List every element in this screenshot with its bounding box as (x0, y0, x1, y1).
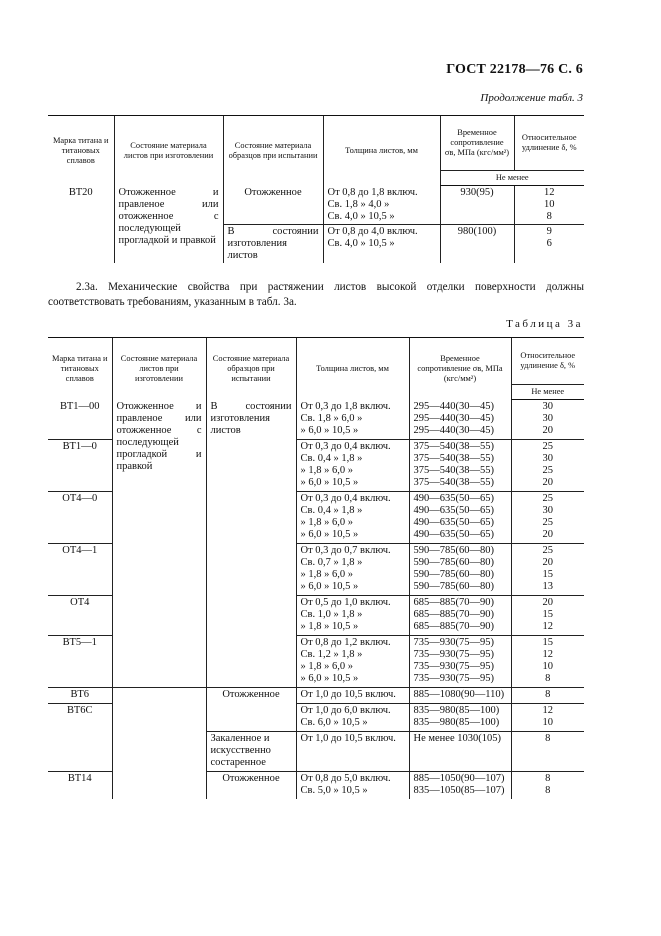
table-continuation-label: Продолжение табл. 3 (480, 92, 583, 104)
grade-cell: ВТ6 (48, 688, 112, 704)
header-not-less: Не менее (511, 385, 584, 400)
header-grade: Марка титана и титановых сплавов (48, 338, 112, 400)
strength-cell: Не менее 1030(105) (409, 732, 511, 772)
header-sample-state: Состояние материала образцов при испытании (206, 338, 296, 400)
header-thickness: Толщина листов, мм (323, 116, 440, 186)
thickness-cell: От 0,8 до 5,0 включ. Св. 5,0 » 10,5 » (296, 772, 409, 800)
grade-cell: ВТ1—0 (48, 440, 112, 492)
table-row (48, 186, 584, 225)
elongation-cell: 25 20 15 13 (511, 544, 584, 596)
header-thickness: Толщина листов, мм (296, 338, 409, 400)
header-strength: Временное сопротивление σв, МПа (кгс/мм²) (409, 338, 511, 400)
elongation-cell: 8 (511, 732, 584, 772)
table-row (48, 492, 584, 544)
strength-cell: 295—440(30—45) 295—440(30—45) 295—440(30—45) (409, 400, 511, 440)
grade-cell: ВТ5—1 (48, 636, 112, 688)
grade-cell: ВТ6С (48, 704, 112, 772)
elongation-cell: 30 30 20 (511, 400, 584, 440)
paragraph-2-3a: 2.3а. Механические свойства при растяжении листов высокой отделки поверхности должны соответствовать требованиям, указанным в табл. 3а. (48, 281, 584, 308)
sample-state-cell: Отожженное (206, 688, 296, 704)
sheet-state-cell: Отожженное и правленое или отожженное с последующей прогладкой и правкой (114, 186, 223, 264)
thickness-cell: От 0,8 до 1,8 включ. Св. 1,8 » 4,0 » Св. 4,0 » 10,5 » (323, 186, 440, 225)
sheet-state-cell-empty (112, 688, 206, 800)
strength-cell: 835—980(85—100) 835—980(85—100) (409, 704, 511, 732)
header-sheet-state: Состояние материала листов при изготовлении (112, 338, 206, 400)
thickness-cell: От 1,0 до 10,5 включ. (296, 688, 409, 704)
header-grade: Марка титана и титановых сплавов (48, 116, 114, 186)
sample-state-cell: В состоянии изготовления листов (223, 225, 323, 264)
thickness-cell: От 1,0 до 10,5 включ. (296, 732, 409, 772)
elongation-cell: 15 12 10 8 (511, 636, 584, 688)
sample-state-cell-empty (206, 704, 296, 732)
thickness-cell: От 0,8 до 1,2 включ. Св. 1,2 » 1,8 » » 1,8 » 6,0 » » 6,0 » 10,5 » (296, 636, 409, 688)
page-title: ГОСТ 22178—76 С. 6 (446, 62, 583, 77)
header-sample-state: Состояние материала образцов при испытании (223, 116, 323, 186)
strength-cell: 885—1080(90—110) (409, 688, 511, 704)
strength-cell: 685—885(70—90) 685—885(70—90) 685—885(70—90) (409, 596, 511, 636)
grade-cell: ВТ1—00 (59, 400, 100, 412)
grade-cell: ВТ20 (68, 186, 93, 198)
thickness-cell: От 0,3 до 0,4 включ. Св. 0,4 » 1,8 » » 1,8 » 6,0 » » 6,0 » 10,5 » (296, 492, 409, 544)
elongation-cell: 20 15 12 (511, 596, 584, 636)
strength-cell: 930(95) (440, 186, 514, 225)
thickness-cell: От 0,3 до 0,7 включ. Св. 0,7 » 1,8 » » 1,8 » 6,0 » » 6,0 » 10,5 » (296, 544, 409, 596)
header-elongation: Относительное удлинение δ, % (514, 116, 584, 171)
sheet-state-cell-empty (112, 492, 206, 688)
elongation-cell: 25 30 25 20 (511, 492, 584, 544)
sample-state-cell: Отожженное (223, 186, 323, 225)
thickness-cell: От 0,8 до 4,0 включ. Св. 4,0 » 10,5 » (323, 225, 440, 264)
table-row (48, 688, 584, 704)
header-strength: Временное сопротивление σв, МПа (кгс/мм²) (440, 116, 514, 171)
grade-cell: ОТ4—0 (48, 492, 112, 544)
table-3-continuation (48, 115, 584, 263)
strength-cell: 885—1050(90—107) 835—1050(85—107) (409, 772, 511, 800)
thickness-cell: От 0,3 до 1,8 включ. Св. 1,8 » 6,0 » » 6,0 » 10,5 » (296, 400, 409, 440)
elongation-cell: 12 10 8 (514, 186, 584, 225)
sample-state-cell: Закаленное и искусственно состаренное (206, 732, 296, 772)
strength-cell: 490—635(50—65) 490—635(50—65) 490—635(50—65) 490—635(50—65) (409, 492, 511, 544)
grade-cell: ОТ4 (48, 596, 112, 636)
sample-state-cell: Отожженное (206, 772, 296, 800)
thickness-cell: От 0,5 до 1,0 включ. Св. 1,0 » 1,8 » » 1,8 » 10,5 » (296, 596, 409, 636)
grade-cell: ВТ14 (48, 772, 112, 800)
header-not-less: Не менее (440, 171, 584, 186)
elongation-cell: 9 6 (514, 225, 584, 264)
elongation-cell: 8 (511, 688, 584, 704)
sheet-state-cell: Отожженное и правленое или отожженное с последующей прогладкой и правкой (112, 400, 206, 492)
thickness-cell: От 1,0 до 6,0 включ. Св. 6,0 » 10,5 » (296, 704, 409, 732)
elongation-cell: 25 30 25 20 (511, 440, 584, 492)
sample-state-cell: В состоянии изготовления листов (206, 400, 296, 688)
thickness-cell: От 0,3 до 0,4 включ. Св. 0,4 » 1,8 » » 1,8 » 6,0 » » 6,0 » 10,5 » (296, 440, 409, 492)
table-caption: Таблица 3а (506, 318, 583, 330)
table-3a (48, 337, 584, 799)
elongation-cell: 12 10 (511, 704, 584, 732)
header-elongation: Относительное удлинение δ, % (511, 338, 584, 385)
header-sheet-state: Состояние материала листов при изготовлении (114, 116, 223, 186)
elongation-cell: 8 8 (511, 772, 584, 800)
strength-cell: 590—785(60—80) 590—785(60—80) 590—785(60—80) 590—785(60—80) (409, 544, 511, 596)
grade-cell: ОТ4—1 (48, 544, 112, 596)
strength-cell: 980(100) (440, 225, 514, 264)
strength-cell: 735—930(75—95) 735—930(75—95) 735—930(75—95) 735—930(75—95) (409, 636, 511, 688)
strength-cell: 375—540(38—55) 375—540(38—55) 375—540(38—55) 375—540(38—55) (409, 440, 511, 492)
table-row (48, 400, 584, 440)
